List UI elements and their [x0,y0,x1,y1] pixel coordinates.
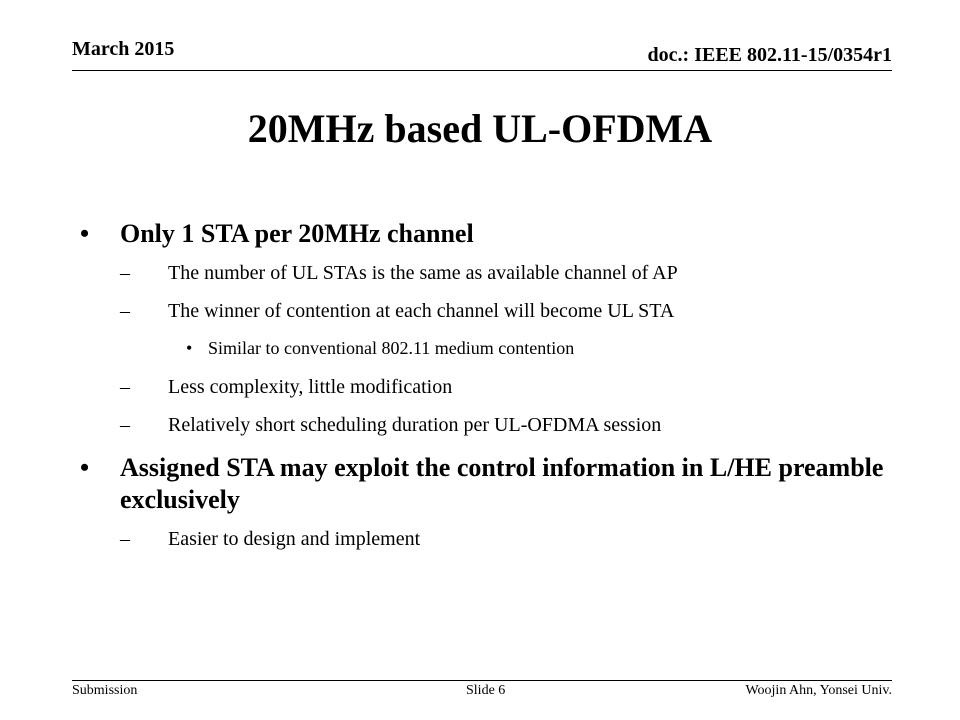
sub-bullet-text: The winner of contention at each channel will become UL STA [168,300,675,322]
bullet-1 [80,218,900,250]
sub-bullet-1-2 [80,298,900,324]
bullet-1-text: Only 1 STA per 20MHz channel [120,219,474,248]
footer-author: Woojin Ahn, Yonsei Univ. [745,683,892,698]
slide-title: 20MHz based UL-OFDMA [247,106,713,151]
dash-icon: – [120,528,130,550]
bullet-dot-icon: • [80,219,90,248]
sub-bullet-1-4 [80,412,900,438]
footer-divider [72,680,892,681]
sub-bullet-text: Relatively short scheduling duration per UL-OFDMA session [168,414,662,436]
sub-bullet-2-1 [80,526,900,552]
footer-submission: Submission [72,683,138,698]
dash-icon: – [120,414,130,436]
bullet-dot-icon: • [80,453,90,482]
footer-slide-number: Slide 6 [466,683,506,698]
bullet-dot-icon: • [186,338,193,358]
sub-bullet-1-3 [80,374,900,400]
sub-bullet-1-1 [80,260,900,286]
dash-icon: – [120,376,130,398]
sub-bullet-text: Less complexity, little modification [168,376,453,398]
header-doc-id: doc.: IEEE 802.11-15/0354r1 [647,44,892,66]
slide-content [80,218,900,552]
bullet-2 [80,452,900,516]
sub-sub-bullet-text: Similar to conventional 802.11 medium contention [208,338,575,358]
sub-bullet-text: The number of UL STAs is the same as available channel of AP [168,262,678,284]
dash-icon: – [120,262,130,284]
dash-icon: – [120,300,130,322]
header-divider [72,70,892,71]
header-date: March 2015 [72,38,175,60]
bullet-2-text: Assigned STA may exploit the control information in L/HE preamble exclusively [120,453,884,514]
sub-bullet-text: Easier to design and implement [168,528,421,550]
sub-sub-bullet-1-2-1 [80,336,900,360]
